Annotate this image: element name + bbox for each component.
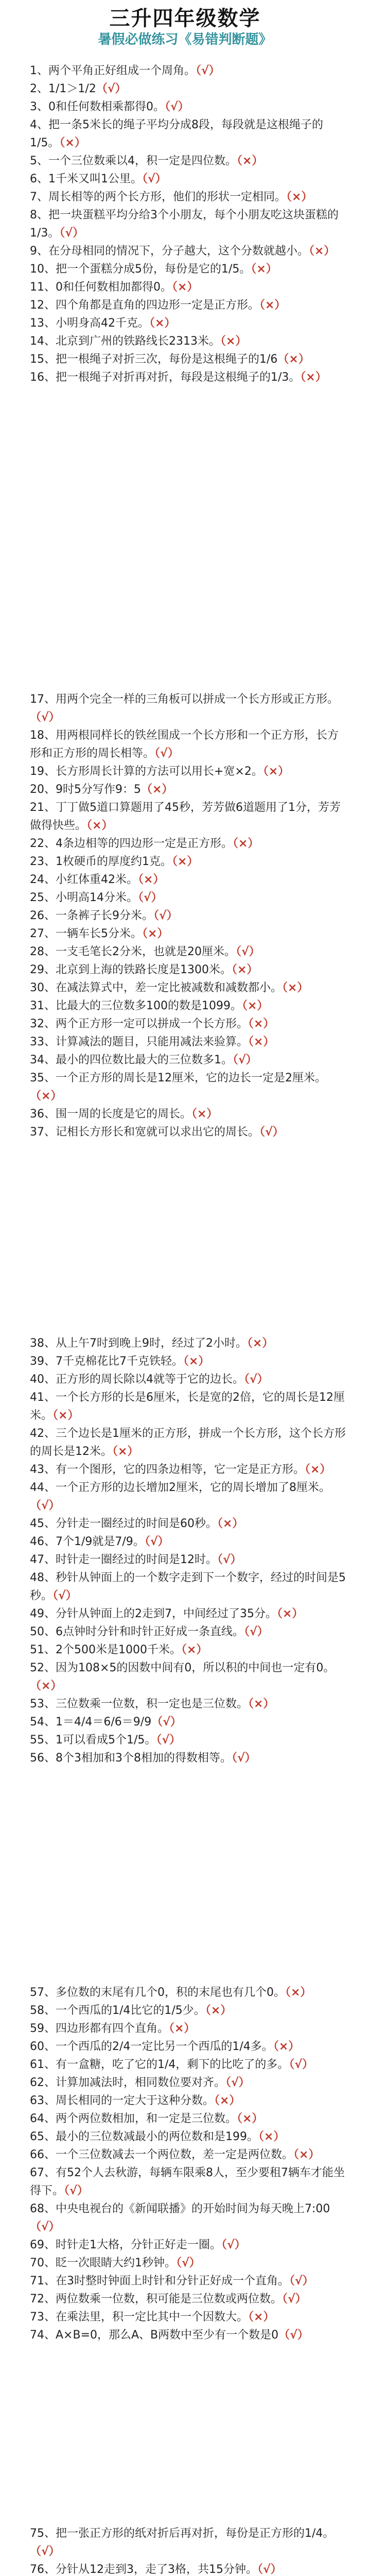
- statement-item: [30, 889, 349, 907]
- statement-text: 21、丁丁做5道口算题用了45秒，芳芳做6道题用了1分，芳芳做得快些。: [30, 801, 341, 832]
- answer-mark: （×）: [285, 1986, 312, 1999]
- statement-item: [30, 1641, 349, 1659]
- answer-mark: （√）: [221, 2239, 246, 2251]
- statement-text: 44、一个正方形的边长增加2厘米，它的周长增加了8厘米。: [30, 1481, 330, 1494]
- statement-text: 24、小红体重42米。: [30, 873, 138, 886]
- statement-item: [30, 1069, 349, 1105]
- statement-text: 74、A×B=0，那么A、B两数中至少有一个数是0: [30, 2329, 279, 2342]
- statement-text: 7、周长相等的两个长方形，他们的形状一定相同。: [30, 191, 286, 204]
- statement-text: 45、分针走一圈经过的时间是60秒。: [30, 1517, 217, 1530]
- statement-text: 18、用两根同样长的铁丝围成一个长方形和一个正方形，长方形和正方形的周长相等。: [30, 729, 339, 760]
- statement-item: [30, 206, 349, 242]
- answer-mark: （√）: [30, 711, 60, 724]
- answer-mark: （√）: [289, 2275, 314, 2287]
- answer-mark: （×）: [233, 837, 259, 850]
- statement-text: 4、把一条5米长的绳子平均分成8段，每段就是这根绳子的1/5。: [30, 118, 323, 149]
- answer-mark: （×）: [309, 245, 336, 258]
- answer-mark: （×）: [59, 137, 86, 149]
- answer-mark: （×）: [248, 1698, 275, 1710]
- statement-item: [30, 98, 349, 116]
- statement-item: [30, 2200, 349, 2236]
- answer-mark: （√）: [30, 1499, 60, 1512]
- statement-item: [30, 1015, 349, 1033]
- statement-item: [30, 2561, 349, 2576]
- answer-mark: （×）: [262, 765, 290, 778]
- statement-item: [30, 242, 349, 260]
- statement-item: [30, 961, 349, 979]
- statement-item: [30, 762, 349, 781]
- statement-text: 72、两位数乘一位数，积可能是三位数或两位数。: [30, 2293, 282, 2306]
- statement-text: 53、三位数乘一位数，积一定也是三位数。: [30, 1698, 248, 1710]
- answer-mark: （×）: [217, 1517, 244, 1530]
- answer-mark: （×）: [142, 927, 169, 940]
- statement-text: 63、周长相同的一定大于这种分数。: [30, 2094, 214, 2107]
- answer-mark: （√）: [244, 1373, 269, 1386]
- answer-mark: （√）: [96, 82, 127, 95]
- answer-mark: （√）: [30, 2221, 60, 2233]
- statement-text: 41、一个长方形的长是6厘米，长是宽的2倍，它的周长是12厘米。: [30, 1391, 345, 1422]
- statement-text: 25、小明高14分米。: [30, 891, 138, 904]
- statement-text: 10、把一个蛋糕分成5份，每份是它的1/5。: [30, 263, 251, 276]
- statement-item: [30, 2110, 349, 2128]
- answer-mark: （×）: [305, 1463, 331, 1476]
- statement-text: 59、四边形都有四个直角。: [30, 2022, 169, 2035]
- statement-item: [30, 170, 349, 188]
- statement-item: [30, 1033, 349, 1051]
- statement-item: [30, 80, 349, 98]
- answer-mark: （×）: [273, 2040, 300, 2053]
- statement-item: [30, 2290, 349, 2308]
- answer-mark: （×）: [293, 2148, 320, 2161]
- answer-mark: （×）: [205, 2004, 232, 2017]
- statement-text: 73、在乘法里，积一定比其中一个因数大。: [30, 2311, 248, 2324]
- statement-text: 35、一个正方形的周长是12厘米，它的边长一定是2厘米。: [30, 1072, 326, 1084]
- statement-text: 42、三个边长是1厘米的正方形，拼成一个长方形，这个长方形的周长是12米。: [30, 1427, 346, 1458]
- answer-mark: （×）: [237, 2112, 263, 2125]
- answer-mark: （×）: [259, 299, 286, 312]
- statement-text: 61、有一盒糖，吃了它的1/4，剩下的比吃了的多。: [30, 2058, 289, 2071]
- answer-mark: （×）: [149, 317, 176, 330]
- answer-mark: （×）: [191, 1108, 218, 1121]
- answer-mark: （√）: [52, 1589, 77, 1602]
- answer-mark: （×）: [237, 155, 263, 167]
- answer-mark: （×）: [112, 1445, 139, 1458]
- statement-text: 38、从上午7时到晚上9时，经过了2小时。: [30, 1337, 247, 1350]
- statement-item: [30, 296, 349, 314]
- answer-mark: （√）: [142, 173, 167, 185]
- statement-item: [30, 1749, 349, 1767]
- statement-item: [30, 2326, 349, 2344]
- statement-text: 29、北京到上海的铁路长度是1300米。: [30, 963, 232, 976]
- statement-item: [30, 1605, 349, 1623]
- statement-text: 9、在分母相同的情况下，分子越大，这个分数就越小。: [30, 245, 309, 258]
- statement-text: 20、9时5分写作9：5: [30, 783, 141, 796]
- statement-text: 23、1枚硬币的厚度约1克。: [30, 855, 172, 868]
- answer-mark: （√）: [153, 909, 178, 922]
- answer-mark: （×）: [258, 2130, 285, 2143]
- statement-item: [30, 781, 349, 799]
- answer-mark: （×）: [172, 281, 199, 294]
- statement-item: [30, 2074, 349, 2092]
- statement-text: 36、围一周的长度是它的周长。: [30, 1108, 191, 1121]
- statement-item: [30, 2524, 349, 2561]
- statement-item: [30, 2056, 349, 2074]
- answer-mark: （×）: [248, 1018, 275, 1030]
- answer-mark: （×）: [214, 2094, 241, 2107]
- answer-mark: （√）: [282, 2293, 307, 2306]
- statement-item: [30, 2128, 349, 2146]
- page-subtitle: 暑假必做练习《易错判断题》: [98, 32, 272, 47]
- statement-item: [30, 690, 349, 726]
- statement-item: [30, 853, 349, 871]
- statement-text: 43、有一个图形，它的四条边相等，它一定是正方形。: [30, 1463, 305, 1476]
- statement-item: [30, 2146, 349, 2164]
- answer-mark: （√）: [278, 2329, 309, 2342]
- statement-item: [30, 1123, 349, 1141]
- statement-text: 39、7千克棉花比7千克铁轻。: [30, 1355, 183, 1368]
- statement-item: [30, 2164, 349, 2200]
- statement-item: [30, 1334, 349, 1352]
- statement-item: [30, 1461, 349, 1479]
- answer-mark: （√）: [236, 945, 260, 958]
- statement-text: 58、一个西瓜的1/4比它的1/5少。: [30, 2004, 205, 2017]
- statement-item: [30, 2002, 349, 2020]
- answer-mark: （√）: [138, 891, 163, 904]
- statement-text: 69、时针走1大格，分针正好走一圈。: [30, 2239, 221, 2251]
- statement-item: [30, 152, 349, 170]
- answer-mark: （√）: [144, 1535, 169, 1548]
- statement-text: 54、1＝4/4＝6/6＝9/9: [30, 1716, 152, 1728]
- statement-item: [30, 2092, 349, 2110]
- statement-item: [30, 835, 349, 853]
- answer-mark: （√）: [196, 64, 220, 77]
- statement-text: 71、在3时整时钟面上时针和分针正好成一个直角。: [30, 2275, 289, 2287]
- answer-mark: （×）: [140, 783, 173, 796]
- statement-item: [30, 188, 349, 206]
- statement-item: [30, 2308, 349, 2326]
- statement-text: 6、1千米又叫1公里。: [30, 173, 142, 185]
- answer-mark: （√）: [151, 1716, 182, 1728]
- statement-item: [30, 2272, 349, 2290]
- statement-item: [30, 368, 349, 386]
- answer-mark: （×）: [181, 1643, 208, 1656]
- statement-text: 40、正方形的周长除以4就等于它的边长。: [30, 1373, 244, 1386]
- statement-item: [30, 1105, 349, 1123]
- statement-text: 67、有52个人去秋游，每辆车限乘8人，至少要租7辆车才能坐得下。: [30, 2166, 345, 2197]
- statement-text: 51、2个500米是1000千米。: [30, 1643, 181, 1656]
- page-title: 三升四年级数学: [109, 7, 261, 30]
- statement-text: 26、一条裤子长9分米。: [30, 909, 153, 922]
- answer-mark: （√）: [225, 2076, 250, 2089]
- statement-item: [30, 871, 349, 889]
- statement-item: [30, 1388, 349, 1425]
- statement-text: 13、小明身高42千克。: [30, 317, 149, 330]
- answer-mark: （√）: [156, 1734, 181, 1747]
- statement-text: 49、分针从钟面上的2走到7，中间经过了35分。: [30, 1607, 277, 1620]
- statement-text: 34、最小的四位数比最大的三位数多1。: [30, 1054, 233, 1066]
- statement-item: [30, 1984, 349, 2002]
- statement-item: [30, 62, 349, 80]
- answer-mark: （×）: [172, 855, 199, 868]
- answer-mark: （×）: [248, 2311, 275, 2324]
- statement-item: [30, 1370, 349, 1388]
- statement-text: 15、把一根绳子对折三次，每份是这根绳子的1/6: [30, 353, 278, 366]
- answer-mark: （√）: [231, 1752, 256, 1765]
- answer-mark: （×）: [169, 2022, 196, 2035]
- answer-mark: （×）: [247, 1337, 274, 1350]
- statement-item: [30, 1425, 349, 1461]
- statement-text: 48、秒针从钟面上的一个数字走到下一个数字，经过的时间是5秒。: [30, 1571, 346, 1602]
- statement-text: 19、长方形周长计算的方法可以用长+宽×2。: [30, 765, 263, 778]
- answer-mark: （×）: [300, 371, 327, 384]
- statement-text: 37、记相长方形长和宽就可以求出它的周长。: [30, 1126, 259, 1139]
- statement-item: [30, 1051, 349, 1069]
- answer-mark: （√）: [259, 1126, 284, 1139]
- answer-mark: （√）: [165, 100, 189, 113]
- statement-text: 75、把一张正方形的纸对折后再对折，每份是正方形的1/4。: [30, 2527, 334, 2540]
- statement-item: [30, 2020, 349, 2038]
- answer-mark: （√）: [59, 227, 84, 240]
- answer-mark: （√）: [289, 2058, 314, 2071]
- answer-mark: （√）: [64, 2184, 89, 2197]
- statement-text: 65、最小的三位数减最小的两位数和是199。: [30, 2130, 258, 2143]
- statement-item: [30, 1569, 349, 1605]
- answer-mark: （×）: [286, 191, 313, 204]
- statement-item: [30, 2038, 349, 2056]
- statement-item: [30, 1695, 349, 1713]
- statement-item: [30, 1551, 349, 1569]
- statement-text: 60、一个西瓜的2/4一定比另一个西瓜的1/4多。: [30, 2040, 273, 2053]
- answer-mark: （×）: [86, 819, 113, 832]
- statement-item: [30, 1731, 349, 1749]
- statement-text: 70、眨一次眼睛大约1秒钟。: [30, 2257, 176, 2269]
- statement-text: 2、1/1＞1/2: [30, 82, 96, 95]
- statement-text: 22、4条边相等的四边形一定是正方形。: [30, 837, 233, 850]
- answer-mark: （×）: [277, 353, 310, 366]
- statement-item: [30, 278, 349, 296]
- statement-text: 57、多位数的末尾有几个0，积的末尾也有几个0。: [30, 1986, 285, 1999]
- answer-mark: （×）: [241, 999, 269, 1012]
- statement-item: [30, 2236, 349, 2254]
- statement-text: 33、计算减法的题目，只能用减法来验算。: [30, 1036, 248, 1048]
- statement-text: 30、在减法算式中，差一定比被减数和减数都小。: [30, 981, 282, 994]
- statement-item: [30, 943, 349, 961]
- statement-text: 14、北京到广州的铁路线长2313米。: [30, 335, 220, 348]
- answer-mark: （×）: [251, 263, 277, 276]
- statement-item: [30, 1713, 349, 1731]
- statement-item: [30, 332, 349, 350]
- statement-item: [30, 260, 349, 278]
- statement-text: 64、两个两位数相加，和一定是三位数。: [30, 2112, 237, 2125]
- answer-mark: （√）: [30, 2545, 60, 2558]
- answer-mark: （×）: [282, 981, 309, 994]
- statement-text: 68、中央电视台的《新闻联播》的开始时间为每天晚上7:00: [30, 2202, 330, 2215]
- statement-item: [30, 907, 349, 925]
- statement-item: [30, 350, 349, 368]
- answer-mark: （×）: [30, 1090, 62, 1103]
- statement-item: [30, 979, 349, 997]
- statement-text: 27、一辆车长5分米。: [30, 927, 142, 940]
- statement-text: 3、0和任何数相乘都得0。: [30, 100, 165, 113]
- statement-text: 1、两个平角正好组成一个周角。: [30, 64, 196, 77]
- statement-text: 62、计算加减法时，相同数位要对齐。: [30, 2076, 225, 2089]
- statement-text: 46、7个1/9就是7/9。: [30, 1535, 145, 1548]
- statement-text: 28、一支毛笔长2分米，也就是20厘米。: [30, 945, 236, 958]
- answer-mark: （√）: [244, 1625, 269, 1638]
- statement-text: 32、两个正方形一定可以拼成一个长方形。: [30, 1018, 248, 1030]
- answer-mark: （×）: [138, 873, 165, 886]
- statement-text: 55、1可以看成5个1/5。: [30, 1734, 156, 1747]
- answer-mark: （×）: [276, 1607, 304, 1620]
- answer-mark: （√）: [154, 747, 179, 760]
- answer-mark: （×）: [52, 1409, 79, 1422]
- answer-mark: （×）: [220, 335, 247, 348]
- statement-text: 5、一个三位数乘以4，积一定是四位数。: [30, 155, 237, 167]
- answer-mark: （√）: [217, 1553, 242, 1566]
- statement-text: 8、把一块蛋糕平均分给3个小朋友，每个小朋友吃这块蛋糕的1/3。: [30, 209, 339, 240]
- statement-text: 50、6点钟时分针和时针正好成一条直线。: [30, 1625, 244, 1638]
- statement-item: [30, 1623, 349, 1641]
- statement-item: [30, 997, 349, 1015]
- statement-item: [30, 726, 349, 762]
- statement-item: [30, 1659, 349, 1695]
- answer-mark: （×）: [30, 1680, 62, 1692]
- statement-item: [30, 1479, 349, 1515]
- answer-mark: （×）: [231, 963, 258, 976]
- statement-item: [30, 1352, 349, 1370]
- statement-text: 52、因为108×5的因数中间有0，所以积的中间也一定有0。: [30, 1662, 335, 1674]
- statement-text: 16、把一根绳子对折再对折，每段是这根绳子的1/3。: [30, 371, 301, 384]
- statement-item: [30, 116, 349, 152]
- answer-mark: （√）: [176, 2257, 201, 2269]
- statement-text: 17、用两个完全一样的三角板可以拼成一个长方形或正方形。: [30, 693, 339, 706]
- statement-item: [30, 925, 349, 943]
- statement-text: 31、比最大的三位数多100的数是1099。: [30, 999, 242, 1012]
- answer-mark: （√）: [257, 2563, 282, 2576]
- statement-text: 56、8个3相加和3个8相加的得数相等。: [30, 1752, 232, 1765]
- statement-text: 11、0和任何数相加都得0。: [30, 281, 172, 294]
- statement-text: 47、时针走一圈经过的时间是12时。: [30, 1553, 217, 1566]
- statement-item: [30, 799, 349, 835]
- statement-text: 12、四个角都是直角的四边形一定是正方形。: [30, 299, 259, 312]
- answer-mark: （×）: [183, 1355, 210, 1368]
- statement-item: [30, 1533, 349, 1551]
- answer-mark: （×）: [248, 1036, 275, 1048]
- statement-text: 66、一个三位数减去一个两位数，差一定是两位数。: [30, 2148, 293, 2161]
- answer-mark: （√）: [233, 1054, 257, 1066]
- statement-item: [30, 2254, 349, 2272]
- statement-text: 76、分针从12走到3，走了3格，共15分钟。: [30, 2563, 257, 2576]
- statement-item: [30, 314, 349, 332]
- statement-item: [30, 1515, 349, 1533]
